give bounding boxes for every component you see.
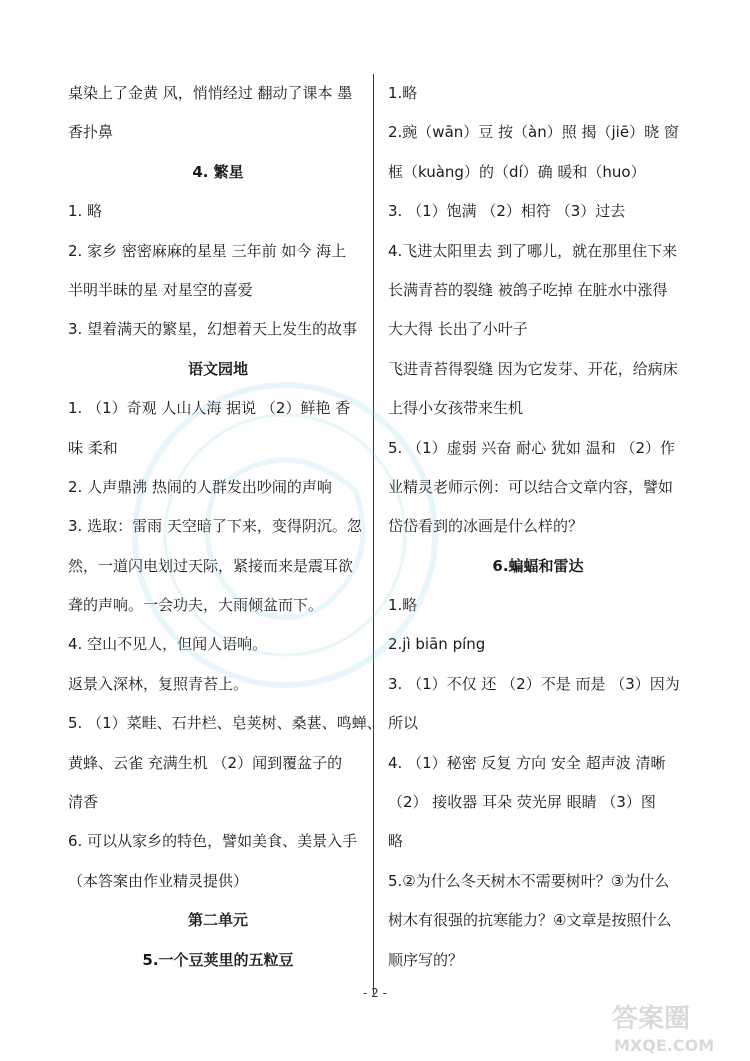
answer-line: 所以 <box>388 714 419 733</box>
answer-line: 飞进青苔得裂缝 因为它发芽、开花，给病床 <box>388 359 678 378</box>
answer-line: 2.豌（wān）豆 按（àn）照 揭（jiē）晓 窗 <box>388 123 679 142</box>
answer-line: 1. 略 <box>68 202 103 221</box>
answer-line: 上得小女孩带来生机 <box>388 399 524 418</box>
answer-line: 5. （1）虚弱 兴奋 耐心 犹如 温和 （2）作 <box>388 438 676 457</box>
answer-line: 3. （1）饱满 （2）相符 （3）过去 <box>388 202 626 221</box>
answer-line: （2） 接收器 耳朵 荧光屏 眼睛 （3）图 <box>388 793 656 812</box>
answer-line: 半明半昧的星 对星空的喜爱 <box>68 280 253 299</box>
answer-line: 树木有很强的抗寒能力？④文章是按照什么 <box>388 911 672 930</box>
section-heading: 6.蝙蝠和雷达 <box>492 556 584 575</box>
answer-line: 1. （1）奇观 人山人海 据说 （2）鲜艳 香 <box>68 399 351 418</box>
section-heading: 第二单元 <box>187 911 248 930</box>
answer-line: 味 柔和 <box>68 438 118 457</box>
answer-line: 3. 望着满天的繁星，幻想着天上发生的故事 <box>68 320 358 339</box>
answer-line: 顺序写的？ <box>388 950 464 969</box>
answer-line: 业精灵老师示例：可以结合文章内容，譬如 <box>388 477 674 496</box>
answer-line: 然，一道闪电划过天际，紧接而来是震耳欲 <box>68 556 354 575</box>
answer-line: 长满青苔的裂缝 被鸽子吃掉 在脏水中涨得 <box>388 280 668 299</box>
logo-text: 答案圈 <box>612 1004 691 1034</box>
answer-line: 3. 选取：雷雨 天空暗了下来，变得阴沉。忽 <box>68 517 362 536</box>
answer-line: 1.略 <box>388 596 418 615</box>
site-logo-watermark <box>610 999 740 1055</box>
answer-line: 2. 人声鼎沸 热闹的人群发出吵闹的声响 <box>68 477 332 496</box>
section-heading: 语文园地 <box>187 359 248 378</box>
watermark-stamp-icon <box>120 370 450 700</box>
answer-line: 4. 空山不见人，但闻人语响。 <box>68 635 268 654</box>
page-number: - 2 - <box>363 986 387 1000</box>
answer-line: 返景入深林，复照青苔上。 <box>68 674 249 693</box>
answer-line: 桌染上了金黄 风，悄悄经过 翻动了课本 墨 <box>68 84 353 102</box>
answer-line: 5.②为什么冬天树木不需要树叶？③为什么 <box>388 871 670 890</box>
section-heading: 4. 繁星 <box>192 162 244 181</box>
answer-line: 4. （1）秘密 反复 方向 安全 超声波 清晰 <box>388 753 666 772</box>
answer-line: 框（kuàng）的（dí）确 暖和（huo） <box>388 162 646 181</box>
answer-line: 清香 <box>68 793 99 812</box>
answer-line: 香扑鼻 <box>68 123 114 142</box>
answer-line: 4.飞进太阳里去 到了哪儿，就在那里住下来 <box>388 241 678 260</box>
answer-line: 黄蜂、云雀 充满生机 （2）闻到覆盆子的 <box>68 753 343 772</box>
answer-line: 岱岱看到的冰画是什么样的？ <box>388 517 584 536</box>
answer-line: 5. （1）菜畦、石井栏、皂荚树、桑葚、鸣蝉、 <box>68 714 382 733</box>
answer-line: 略 <box>388 832 404 851</box>
answer-line: 3. （1）不仅 还 （2）不是 而是 （3）因为 <box>388 674 680 693</box>
answer-line: 1.略 <box>388 84 418 102</box>
answer-line: 2.jì biān píng <box>388 635 486 654</box>
logo-site-text: MXQE.COM <box>614 1036 715 1055</box>
answer-line: 聋的声响。一会功夫，大雨倾盆而下。 <box>68 596 324 615</box>
answer-line: （本答案由作业精灵提供） <box>68 871 249 890</box>
answer-line: 大大得 长出了小叶子 <box>388 320 528 339</box>
section-heading: 5.一个豆荚里的五粒豆 <box>142 950 294 969</box>
answer-line: 6. 可以从家乡的特色，譬如美食、美景入手 <box>68 832 358 851</box>
answer-line: 2. 家乡 密密麻麻的星星 三年前 如今 海上 <box>68 241 347 260</box>
